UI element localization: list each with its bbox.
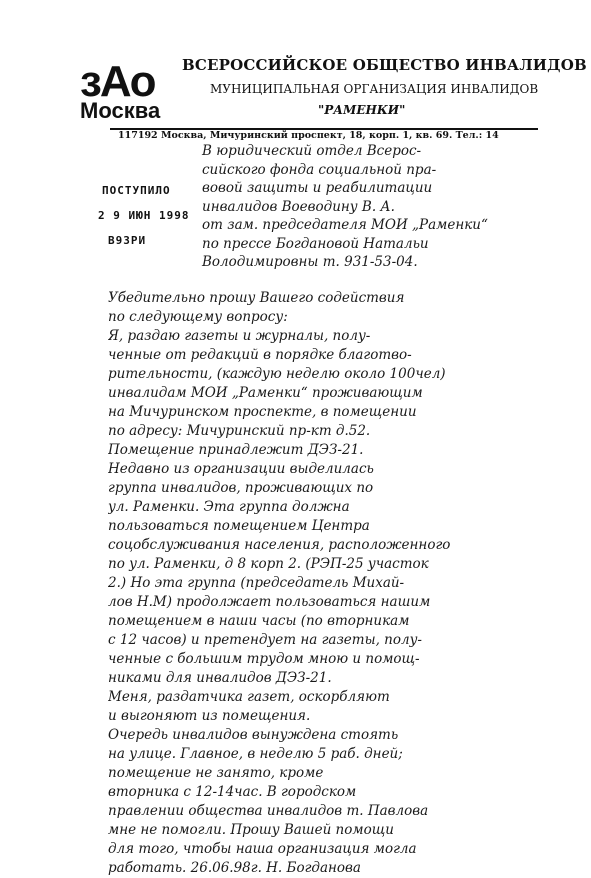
body-line: вторника с 12-14час. В городском — [108, 784, 357, 800]
body-line: для того, чтобы наша организация могла — [108, 841, 417, 857]
org-name: "РАМЕНКИ" — [318, 103, 406, 117]
recipient-line: В юридический отдел Всерос- — [202, 143, 422, 159]
body-line: Убедительно прошу Вашего содействия — [108, 290, 405, 306]
org-title: ВСЕРОССИЙСКОЕ ОБЩЕСТВО ИНВАЛИДОВ — [182, 56, 587, 74]
body-line: на улице. Главное, в неделю 5 раб. дней; — [108, 746, 403, 762]
recipient-line: вовой защиты и реабилитации — [202, 180, 433, 196]
letter-body — [108, 289, 450, 878]
body-line: ченные от редакций в порядке благотво- — [108, 347, 412, 363]
letterhead-address: 117192 Москва, Мичуринский проспект, 18, корп. 1, кв. 69. Тел.: 14 — [118, 130, 499, 141]
logo — [80, 57, 170, 123]
body-line: мне не помогли. Прошу Вашей помощи — [108, 822, 394, 838]
body-line: по адресу: Мичуринский пр-кт д.52. — [108, 423, 371, 439]
body-line: и выгоняют из помещения. — [108, 708, 311, 724]
body-line: на Мичуринском проспекте, в помещении — [108, 404, 417, 420]
recipient-line: по прессе Богдановой Натальи — [202, 235, 429, 252]
body-line: Помещение принадлежит ДЭЗ-21. — [108, 442, 364, 458]
org-subtitle: МУНИЦИПАЛЬНАЯ ОРГАНИЗАЦИЯ ИНВАЛИДОВ — [210, 82, 539, 96]
body-line: Меня, раздатчика газет, оскорбляют — [108, 689, 390, 705]
stamp-date: 2 9 ИЮН 1998 — [98, 209, 190, 222]
body-line: 2.) Но эта группа (председатель Михай- — [108, 575, 405, 591]
body-line: ул. Раменки. Эта группа должна — [108, 499, 350, 515]
recipient-line: от зам. председателя МОИ „Раменки“ — [202, 217, 488, 233]
body-line: Я, раздаю газеты и журналы, полу- — [108, 328, 371, 344]
body-line: пользоваться помещением Центра — [108, 518, 370, 534]
body-line: никами для инвалидов ДЭЗ-21. — [108, 670, 332, 686]
recipient-line: Володимировны т. 931-53-04. — [202, 254, 418, 270]
stamp-received-label: ПОСТУПИЛО — [102, 184, 171, 197]
body-line: лов Н.М) продолжает пользоваться нашим — [108, 594, 431, 610]
body-line: соцобслуживания населения, расположенного — [108, 537, 451, 553]
body-line: инвалидам МОИ „Раменки“ проживающим — [108, 385, 423, 401]
stamp-code: В93РИ — [108, 234, 147, 247]
body-line: помещение не занято, кроме — [108, 765, 324, 781]
body-line: группа инвалидов, проживающих по — [108, 480, 374, 496]
body-line: с 12 часов) и претендует на газеты, полу- — [108, 632, 422, 648]
body-line: помещением в наши часы (по вторникам — [108, 613, 410, 629]
received-stamp — [98, 178, 190, 253]
body-line: рительности, (каждую неделю около 100чел) — [108, 366, 446, 382]
recipient-block — [202, 142, 488, 272]
body-line: правлении общества инвалидов т. Павлова — [108, 803, 429, 819]
body-line: ченные с большим трудом мною и помощ- — [108, 651, 420, 667]
logo-city: Москва — [80, 98, 161, 123]
body-line: Очередь инвалидов вынуждена стоять — [108, 727, 399, 743]
recipient-line: сийского фонда социальной пра- — [202, 161, 437, 178]
body-line: по следующему вопросу: — [108, 309, 288, 325]
body-line: Недавно из организации выделилась — [108, 461, 374, 477]
logo-mark: зАо — [80, 57, 155, 106]
recipient-line: инвалидов Воеводину В. А. — [202, 198, 395, 215]
body-line: по ул. Раменки, д 8 корп 2. (РЭП-25 участок — [108, 556, 429, 572]
body-line: работать. 26.06.98г. Н. Богданова — [108, 860, 361, 876]
